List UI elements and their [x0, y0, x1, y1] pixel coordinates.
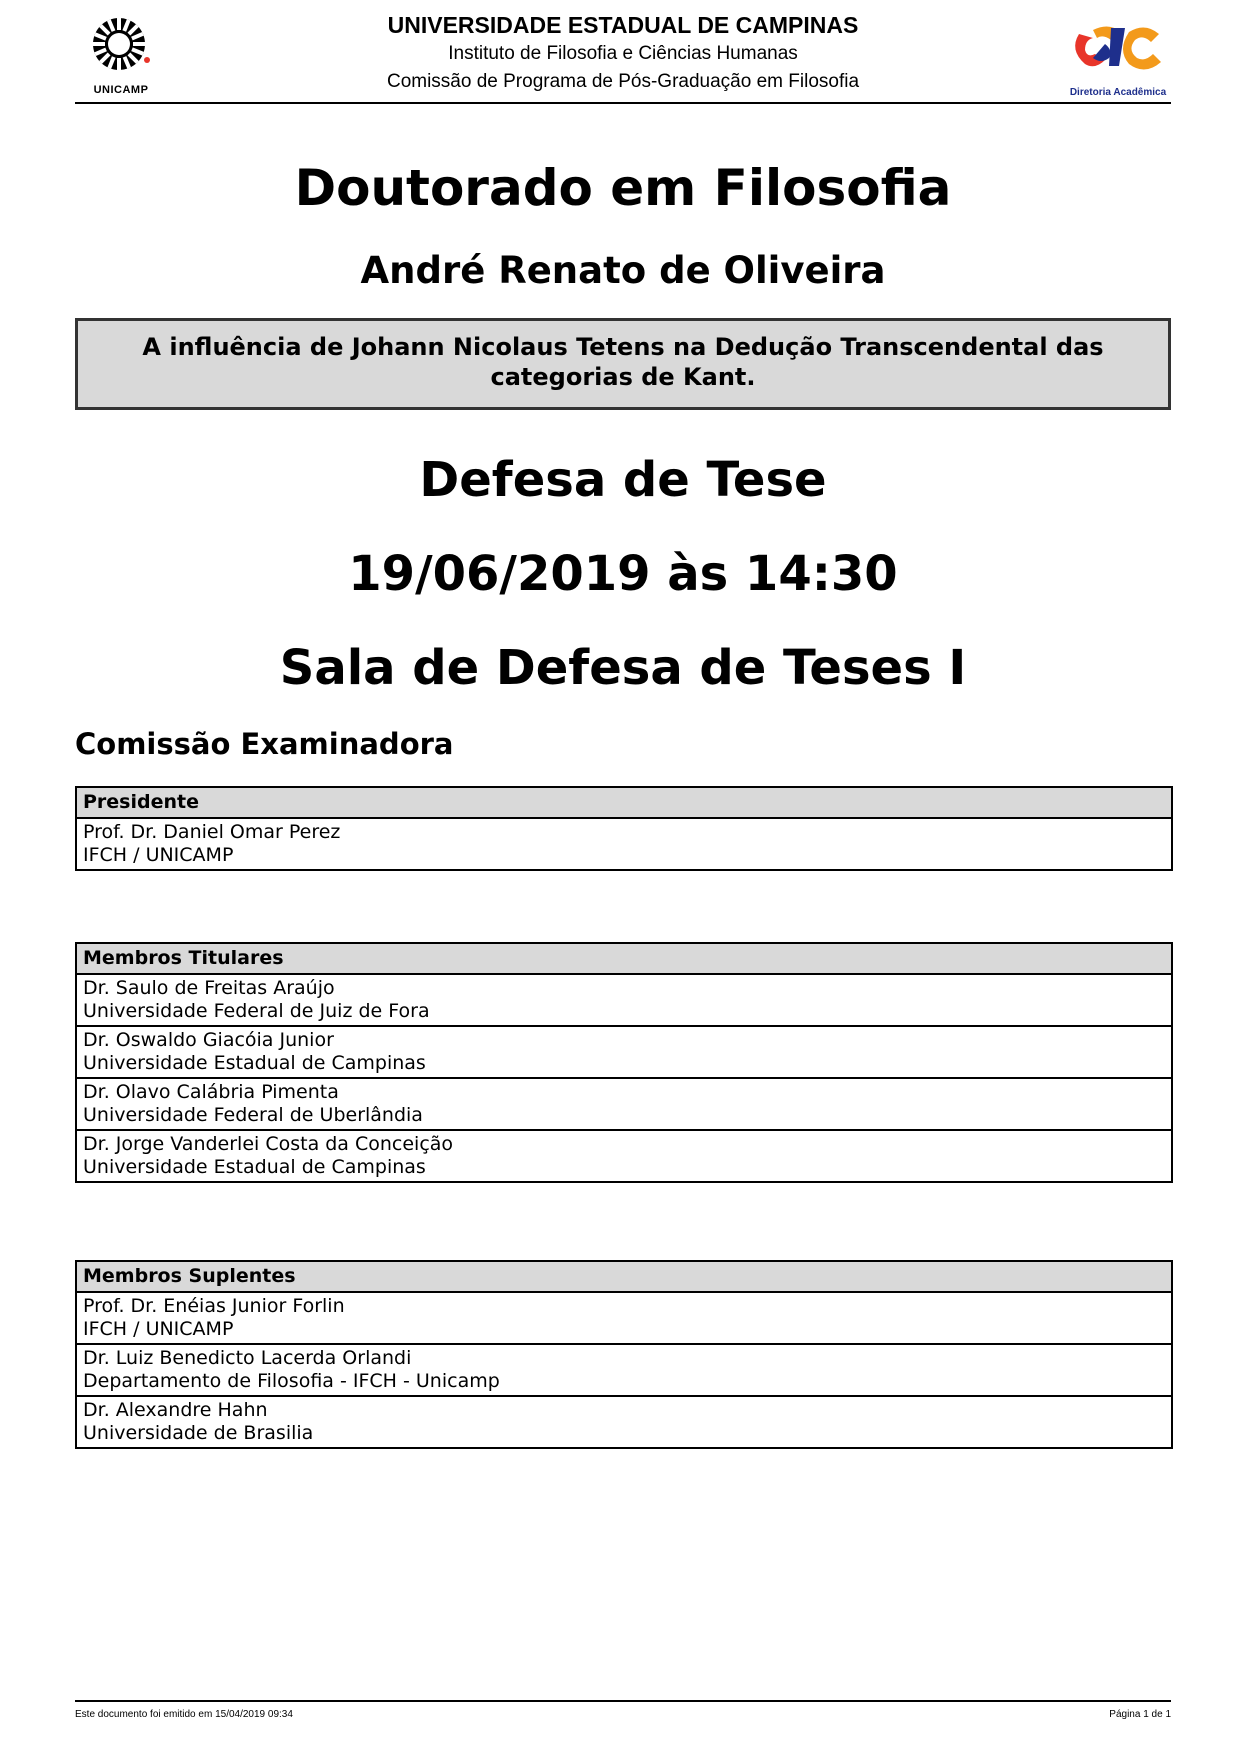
member-affiliation: Universidade Estadual de Campinas: [83, 1052, 426, 1074]
table-row: [77, 1345, 1171, 1397]
student-name: André Renato de Oliveira: [360, 249, 886, 292]
page-number: Página 1 de 1: [1109, 1709, 1171, 1720]
table-header: Membros Titulares: [77, 944, 1171, 975]
program-title: Doutorado em Filosofia: [294, 159, 952, 217]
table-row: [77, 975, 1171, 1027]
thesis-title: A influência de Johann Nicolaus Tetens na Dedução Transcendental das categorias de Kant.: [142, 333, 1104, 391]
table-row: [77, 1293, 1171, 1345]
member-affiliation: IFCH / UNICAMP: [83, 844, 234, 866]
letterhead: [75, 8, 1171, 104]
unicamp-logo-text: UNICAMP: [93, 84, 149, 96]
unicamp-logo-icon: [81, 14, 161, 78]
member-name: Dr. Alexandre Hahn: [83, 1399, 268, 1421]
member-name: Dr. Oswaldo Giacóia Junior: [83, 1029, 334, 1051]
table-row: [77, 1079, 1171, 1131]
event-datetime: 19/06/2019 às 14:30: [348, 546, 898, 602]
member-name: Dr. Saulo de Freitas Araújo: [83, 977, 335, 999]
thesis-title-box: [75, 318, 1171, 410]
unicamp-logo: [81, 14, 161, 98]
member-affiliation: IFCH / UNICAMP: [83, 1318, 234, 1340]
member-name: Dr. Olavo Calábria Pimenta: [83, 1081, 339, 1103]
event-title: Defesa de Tese: [419, 452, 827, 508]
member-name: Prof. Dr. Daniel Omar Perez: [83, 821, 341, 843]
dac-logo-text: Diretoria Acadêmica: [1069, 87, 1167, 98]
member-affiliation: Universidade Estadual de Campinas: [83, 1156, 426, 1178]
member-affiliation: Universidade Federal de Uberlândia: [83, 1104, 423, 1126]
member-name: Dr. Luiz Benedicto Lacerda Orlandi: [83, 1347, 412, 1369]
table-header: Presidente: [77, 788, 1171, 819]
issued-timestamp: Este documento foi emitido em 15/04/2019 09:34: [75, 1709, 293, 1720]
table-row: [77, 1027, 1171, 1079]
member-name: Dr. Jorge Vanderlei Costa da Conceição: [83, 1133, 454, 1155]
member-affiliation: Universidade de Brasilia: [83, 1422, 314, 1444]
table-header: Membros Suplentes: [77, 1262, 1171, 1293]
institute-name: Instituto de Filosofia e Ciências Humanas: [448, 43, 798, 64]
president-table: [75, 786, 1173, 871]
table-row: [77, 1131, 1171, 1181]
titular-members-table: [75, 942, 1173, 1183]
table-row: [77, 819, 1171, 869]
table-row: [77, 1397, 1171, 1447]
dac-logo-icon: [1065, 20, 1171, 82]
committee-heading: Comissão Examinadora: [75, 727, 454, 761]
member-affiliation: Departamento de Filosofia - IFCH - Unicamp: [83, 1370, 500, 1392]
event-room: Sala de Defesa de Teses I: [279, 640, 967, 696]
university-name: UNIVERSIDADE ESTADUAL DE CAMPINAS: [387, 12, 859, 38]
member-name: Prof. Dr. Enéias Junior Forlin: [83, 1295, 345, 1317]
member-affiliation: Universidade Federal de Juiz de Fora: [83, 1000, 430, 1022]
substitute-members-table: [75, 1260, 1173, 1449]
page-footer: [75, 1700, 1171, 1720]
dac-logo: [1065, 20, 1171, 100]
commission-name: Comissão de Programa de Pós-Graduação em Filosofia: [386, 71, 860, 92]
letterhead-text: [205, 8, 1041, 96]
